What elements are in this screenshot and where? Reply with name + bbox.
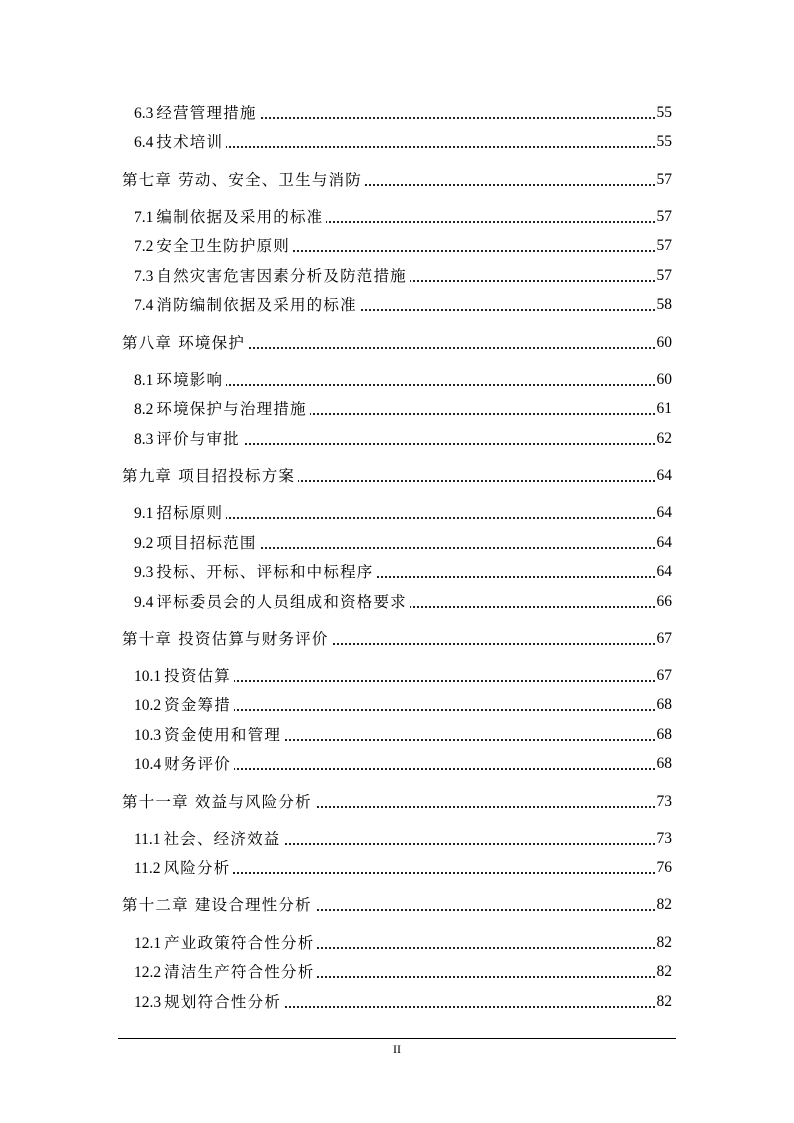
toc-section-entry[interactable] xyxy=(0,427,794,451)
toc-section-number: 7.1 xyxy=(134,209,154,226)
toc-page-number: 57 xyxy=(656,234,673,258)
toc-entry-text: 第九章 项目招投标方案 xyxy=(122,467,296,485)
toc-section-number: 6.3 xyxy=(134,105,154,122)
toc-chapter-entry[interactable] xyxy=(0,331,794,355)
toc-page-number: 73 xyxy=(656,790,673,814)
toc-entry-text: 项目招标范围 xyxy=(156,534,257,552)
toc-section-number: 10.4 xyxy=(134,756,162,773)
toc-page-number: 64 xyxy=(656,501,673,525)
toc-entry-text: 资金使用和管理 xyxy=(164,726,282,744)
toc-page-number: 82 xyxy=(656,931,673,955)
toc-entry-title xyxy=(134,960,317,985)
toc-entry-text: 环境影响 xyxy=(156,371,224,389)
toc-entry-text: 第七章 劳动、安全、卫生与消防 xyxy=(122,171,362,189)
toc-section-number: 12.2 xyxy=(134,964,162,981)
toc-section-entry[interactable] xyxy=(0,130,794,154)
toc-entry-title xyxy=(134,501,226,526)
toc-entry-title xyxy=(134,531,260,556)
toc-page-number: 68 xyxy=(656,693,673,717)
toc-page-number: 57 xyxy=(656,205,673,229)
toc-entry-text: 安全卫生防护原则 xyxy=(156,237,290,255)
toc-page-number: 64 xyxy=(656,560,673,584)
toc-section-number: 6.4 xyxy=(134,134,154,151)
toc-entry-title xyxy=(134,427,243,452)
toc-page-number: 67 xyxy=(656,664,673,688)
toc-section-entry[interactable] xyxy=(0,531,794,555)
toc-chapter-entry[interactable] xyxy=(0,168,794,192)
toc-entry-title xyxy=(122,464,298,488)
toc-entry-title xyxy=(122,893,315,917)
toc-entry-text: 风险分析 xyxy=(163,859,231,877)
toc-entry-text: 清洁生产符合性分析 xyxy=(164,963,315,981)
toc-page-number: 68 xyxy=(656,723,673,747)
toc-page-number: 62 xyxy=(656,427,673,451)
toc-entry-title xyxy=(134,130,226,155)
toc-chapter-entry[interactable] xyxy=(0,464,794,488)
toc-page-number: 57 xyxy=(656,264,673,288)
toc-entry-text: 社会、经济效益 xyxy=(163,830,281,848)
toc-entry-text: 评价与审批 xyxy=(156,430,240,448)
toc-section-entry[interactable] xyxy=(0,960,794,984)
toc-section-number: 7.4 xyxy=(134,297,154,314)
toc-entry-title xyxy=(134,723,284,748)
toc-section-entry[interactable] xyxy=(0,590,794,614)
toc-section-entry[interactable] xyxy=(0,264,794,288)
toc-entry-title xyxy=(122,331,248,355)
toc-page-number: 68 xyxy=(656,752,673,776)
toc-page-number: 82 xyxy=(656,990,673,1014)
toc-section-entry[interactable] xyxy=(0,856,794,880)
toc-chapter-entry[interactable] xyxy=(0,627,794,651)
toc-entry-text: 评标委员会的人员组成和资格要求 xyxy=(156,593,407,611)
toc-entry-text: 消防编制依据及采用的标准 xyxy=(156,296,357,314)
toc-section-entry[interactable] xyxy=(0,664,794,688)
toc-entry-title xyxy=(134,560,376,585)
toc-section-entry[interactable] xyxy=(0,368,794,392)
toc-entry-text: 第十章 投资估算与财务评价 xyxy=(122,630,329,648)
toc-section-entry[interactable] xyxy=(0,101,794,125)
toc-entry-text: 编制依据及采用的标准 xyxy=(156,208,324,226)
toc-entry-title xyxy=(134,205,326,230)
toc-page-number: 58 xyxy=(656,293,673,317)
toc-page-number: 73 xyxy=(656,827,673,851)
toc-entry-title xyxy=(134,664,234,689)
toc-section-number: 9.1 xyxy=(134,505,154,522)
toc-entry-title xyxy=(122,790,315,814)
toc-section-number: 8.1 xyxy=(134,372,154,389)
toc-entry-text: 产业政策符合性分析 xyxy=(164,934,315,952)
toc-section-entry[interactable] xyxy=(0,293,794,317)
toc-entry-title xyxy=(134,293,360,318)
toc-page-number: 60 xyxy=(656,331,673,355)
toc-section-number: 9.4 xyxy=(134,594,154,611)
toc-section-entry[interactable] xyxy=(0,827,794,851)
toc-entry-text: 资金筹措 xyxy=(164,696,231,714)
toc-section-number: 10.3 xyxy=(134,727,162,744)
toc-entry-text: 投标、开标、评标和中标程序 xyxy=(156,563,374,581)
toc-entry-title xyxy=(134,264,410,289)
toc-entry-title xyxy=(134,368,226,393)
toc-page-number: 64 xyxy=(656,531,673,555)
toc-entry-title xyxy=(122,627,332,651)
toc-section-number: 8.2 xyxy=(134,401,154,418)
toc-section-number: 12.3 xyxy=(134,994,162,1011)
toc-entry-title xyxy=(134,990,284,1015)
toc-page-number: 76 xyxy=(656,856,673,880)
toc-entry-title xyxy=(134,234,293,259)
toc-entry-text: 第十一章 效益与风险分析 xyxy=(122,793,312,811)
toc-section-entry[interactable] xyxy=(0,990,794,1014)
toc-section-entry[interactable] xyxy=(0,234,794,258)
toc-page-number: 66 xyxy=(656,590,673,614)
toc-entry-title xyxy=(134,827,283,852)
toc-entry-title xyxy=(134,931,317,956)
toc-entry-text: 规划符合性分析 xyxy=(164,993,282,1011)
toc-page-number: 64 xyxy=(656,464,673,488)
toc-section-entry[interactable] xyxy=(0,397,794,421)
toc-entry-text: 技术培训 xyxy=(156,133,224,151)
footer-divider xyxy=(118,1038,676,1039)
toc-page-number: 67 xyxy=(656,627,673,651)
toc-page-number: 57 xyxy=(656,168,673,192)
toc-section-entry[interactable] xyxy=(0,723,794,747)
toc-entry-title xyxy=(134,752,234,777)
toc-page-number: 61 xyxy=(656,397,673,421)
toc-section-entry[interactable] xyxy=(0,931,794,955)
toc-section-entry[interactable] xyxy=(0,205,794,229)
toc-page-number: 82 xyxy=(656,893,673,917)
toc-section-entry[interactable] xyxy=(0,693,794,717)
toc-entry-title xyxy=(134,856,233,881)
toc-entry-text: 第十二章 建设合理性分析 xyxy=(122,896,312,914)
toc-page-number: 55 xyxy=(656,130,673,154)
toc-section-number: 8.3 xyxy=(134,431,154,448)
toc-entry-title xyxy=(134,397,310,422)
toc-page-number: 60 xyxy=(656,368,673,392)
toc-entry-title xyxy=(134,101,260,126)
toc-section-number: 7.3 xyxy=(134,268,154,285)
toc-section-number: 10.2 xyxy=(134,697,162,714)
toc-entry-text: 环境保护与治理措施 xyxy=(156,400,307,418)
toc-entry-title xyxy=(134,590,410,615)
footer-page-number: II xyxy=(393,1042,401,1056)
toc-entry-text: 财务评价 xyxy=(164,755,231,773)
toc-chapter-entry[interactable] xyxy=(0,790,794,814)
toc-page-number: 55 xyxy=(656,101,673,125)
toc-entry-text: 自然灾害危害因素分析及防范措施 xyxy=(156,267,407,285)
toc-chapter-entry[interactable] xyxy=(0,893,794,917)
toc-section-entry[interactable] xyxy=(0,501,794,525)
toc-page-number: 82 xyxy=(656,960,673,984)
toc-entry-text: 招标原则 xyxy=(156,504,224,522)
toc-section-number: 7.2 xyxy=(134,238,154,255)
toc-section-entry[interactable] xyxy=(0,752,794,776)
toc-entry-text: 投资估算 xyxy=(164,667,231,685)
toc-section-number: 9.2 xyxy=(134,535,154,552)
toc-entry-text: 经营管理措施 xyxy=(156,104,257,122)
toc-entry-text: 第八章 环境保护 xyxy=(122,334,246,352)
toc-section-number: 11.2 xyxy=(134,860,161,877)
toc-section-number: 9.3 xyxy=(134,564,154,581)
toc-entry-title xyxy=(122,168,365,192)
toc-entry-title xyxy=(134,693,234,718)
toc-section-entry[interactable] xyxy=(0,560,794,584)
toc-section-number: 12.1 xyxy=(134,935,162,952)
toc-section-number: 10.1 xyxy=(134,668,162,685)
toc-section-number: 11.1 xyxy=(134,831,161,848)
